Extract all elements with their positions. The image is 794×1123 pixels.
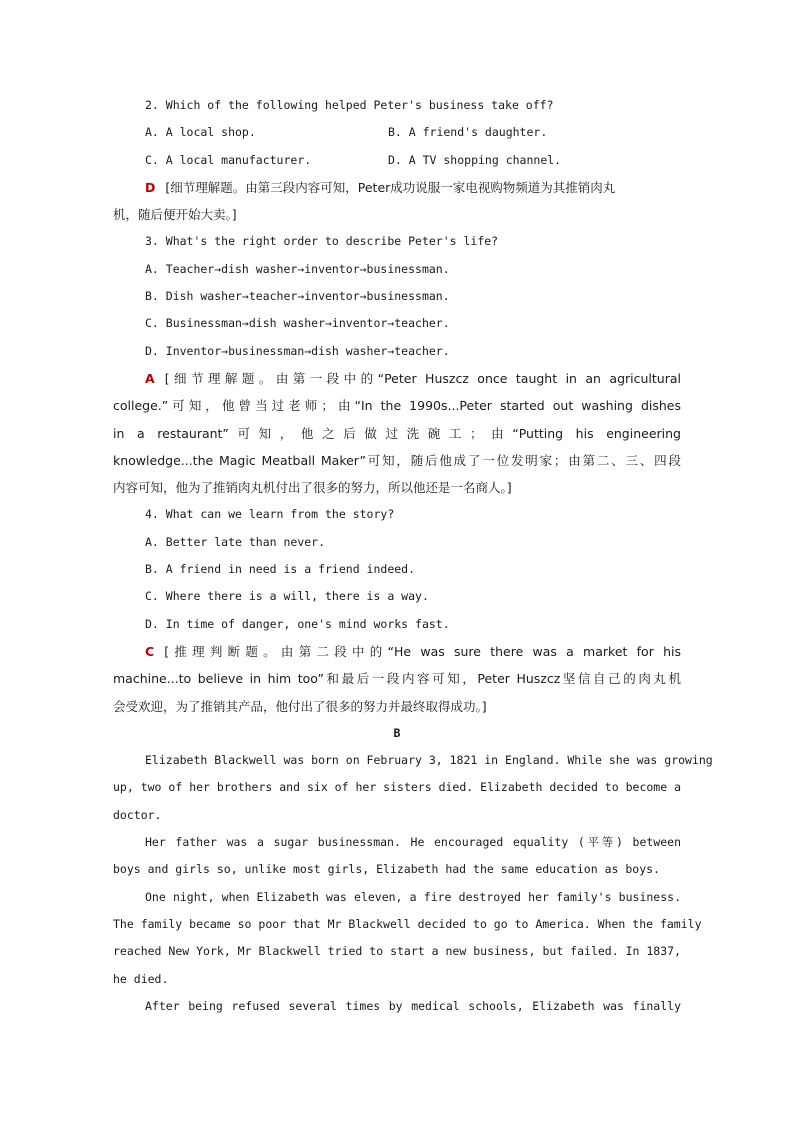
passage-paragraph-2 (113, 829, 681, 884)
q3-option-a: A. Teacher→dish washer→inventor→businessman. (145, 261, 450, 276)
passage-paragraph-1 (113, 747, 713, 829)
q4-option-c: C. Where there is a will, there is a way. (145, 589, 429, 604)
q3-explanation-line-1 (113, 365, 681, 392)
q2-option-b: B. A friend's daughter. (388, 125, 548, 140)
q4-option-d: D. In time of danger, one's mind works fast. (145, 616, 450, 631)
passage-line: One night, when Elizabeth was eleven, a fire destroyed her family's business. (145, 889, 681, 904)
section-b-heading: B (393, 725, 401, 740)
q2-explanation-line-2: 机，随后便开始大卖。] (113, 207, 237, 223)
q4-option-a: A. Better late than never. (145, 534, 326, 549)
q2-option-a: A. A local shop. (145, 125, 256, 140)
q4-option-b: B. A friend in need is a friend indeed. (145, 562, 416, 577)
question-2: 2. Which of the following helped Peter's business take off? (145, 98, 554, 112)
passage-line: Her father was a sugar businessman. He encouraged equality (平等) between (145, 835, 681, 850)
passage-line: up, two of her brothers and six of her sisters died. Elizabeth decided to become a (113, 780, 681, 795)
q2-explanation-line-1 (113, 174, 681, 201)
q3-explanation-line-5: 内容可知，他为了推销肉丸机付出了很多的努力，所以他还是一名商人。] (113, 480, 512, 496)
passage-line: The family became so poor that Mr Blackwell decided to go to America. When the family (113, 916, 702, 931)
q3-explanation-line-4: knowledge...the Magic Meatball Maker”可知，随后他成了一位发明家；由第二、三、四段 (113, 452, 681, 468)
passage-line: Elizabeth Blackwell was born on February 3, 1821 in England. While she was growing (145, 753, 713, 768)
passage-line: reached New York, Mr Blackwell tried to start a new business, but failed. In 1837, (113, 944, 681, 959)
q4-answer: C (145, 643, 155, 659)
q3-answer: A (145, 370, 155, 386)
q2-option-c: C. A local manufacturer. (145, 152, 312, 167)
q4-explanation-line-2: machine...to believe in him too”和最后一段内容可知，Peter Huszcz坚信自己的肉丸机 (113, 671, 681, 687)
passage-paragraph-4 (113, 993, 681, 1020)
q3-option-c: C. Businessman→dish washer→inventor→teacher. (145, 316, 450, 331)
q2-answer: D (145, 179, 156, 195)
question-2-options-row-2 (113, 147, 681, 174)
passage-line: boys and girls so, unlike most girls, Elizabeth had the same education as boys. (113, 862, 660, 877)
q3-explanation-line-2: college.”可知，他曾当过老师；由“In the 1990s...Peter started out washing dishes (113, 398, 681, 414)
q2-explanation-text-1: [细节理解题。由第三段内容可知，Peter成功说服一家电视购物频道为其推销肉丸 (165, 179, 616, 195)
passage-line: he died. (113, 971, 169, 986)
q3-option-d: D. Inventor→businessman→dish washer→teacher. (145, 343, 450, 358)
q3-option-b: B. Dish washer→teacher→inventor→businessman. (145, 289, 450, 304)
question-4: 4. What can we learn from the story? (145, 507, 395, 522)
passage-paragraph-3 (113, 884, 702, 993)
passage-line: doctor. (113, 807, 162, 822)
question-3: 3. What's the right order to describe Peter's life? (145, 234, 499, 249)
passage-line: After being refused several times by medical schools, Elizabeth was finally (145, 998, 681, 1013)
q3-explanation-line-3: in a restaurant”可知，他之后做过洗碗工；由“Putting his engineering (113, 425, 681, 441)
question-2-options-row-1 (113, 119, 681, 146)
q4-explanation-line-1 (113, 638, 681, 665)
q4-explanation-line-3: 会受欢迎，为了推销其产品，他付出了很多的努力并最终取得成功。] (113, 698, 487, 714)
document-page (113, 92, 713, 1020)
q3-explanation-text-1: [细节理解题。由第一段中的“Peter Huszcz once taught in an agricultural (164, 370, 681, 386)
q4-explanation-text-1: [推理判断题。由第二段中的“He was sure there was a market for his (164, 643, 681, 659)
q2-option-d: D. A TV shopping channel. (388, 152, 562, 167)
